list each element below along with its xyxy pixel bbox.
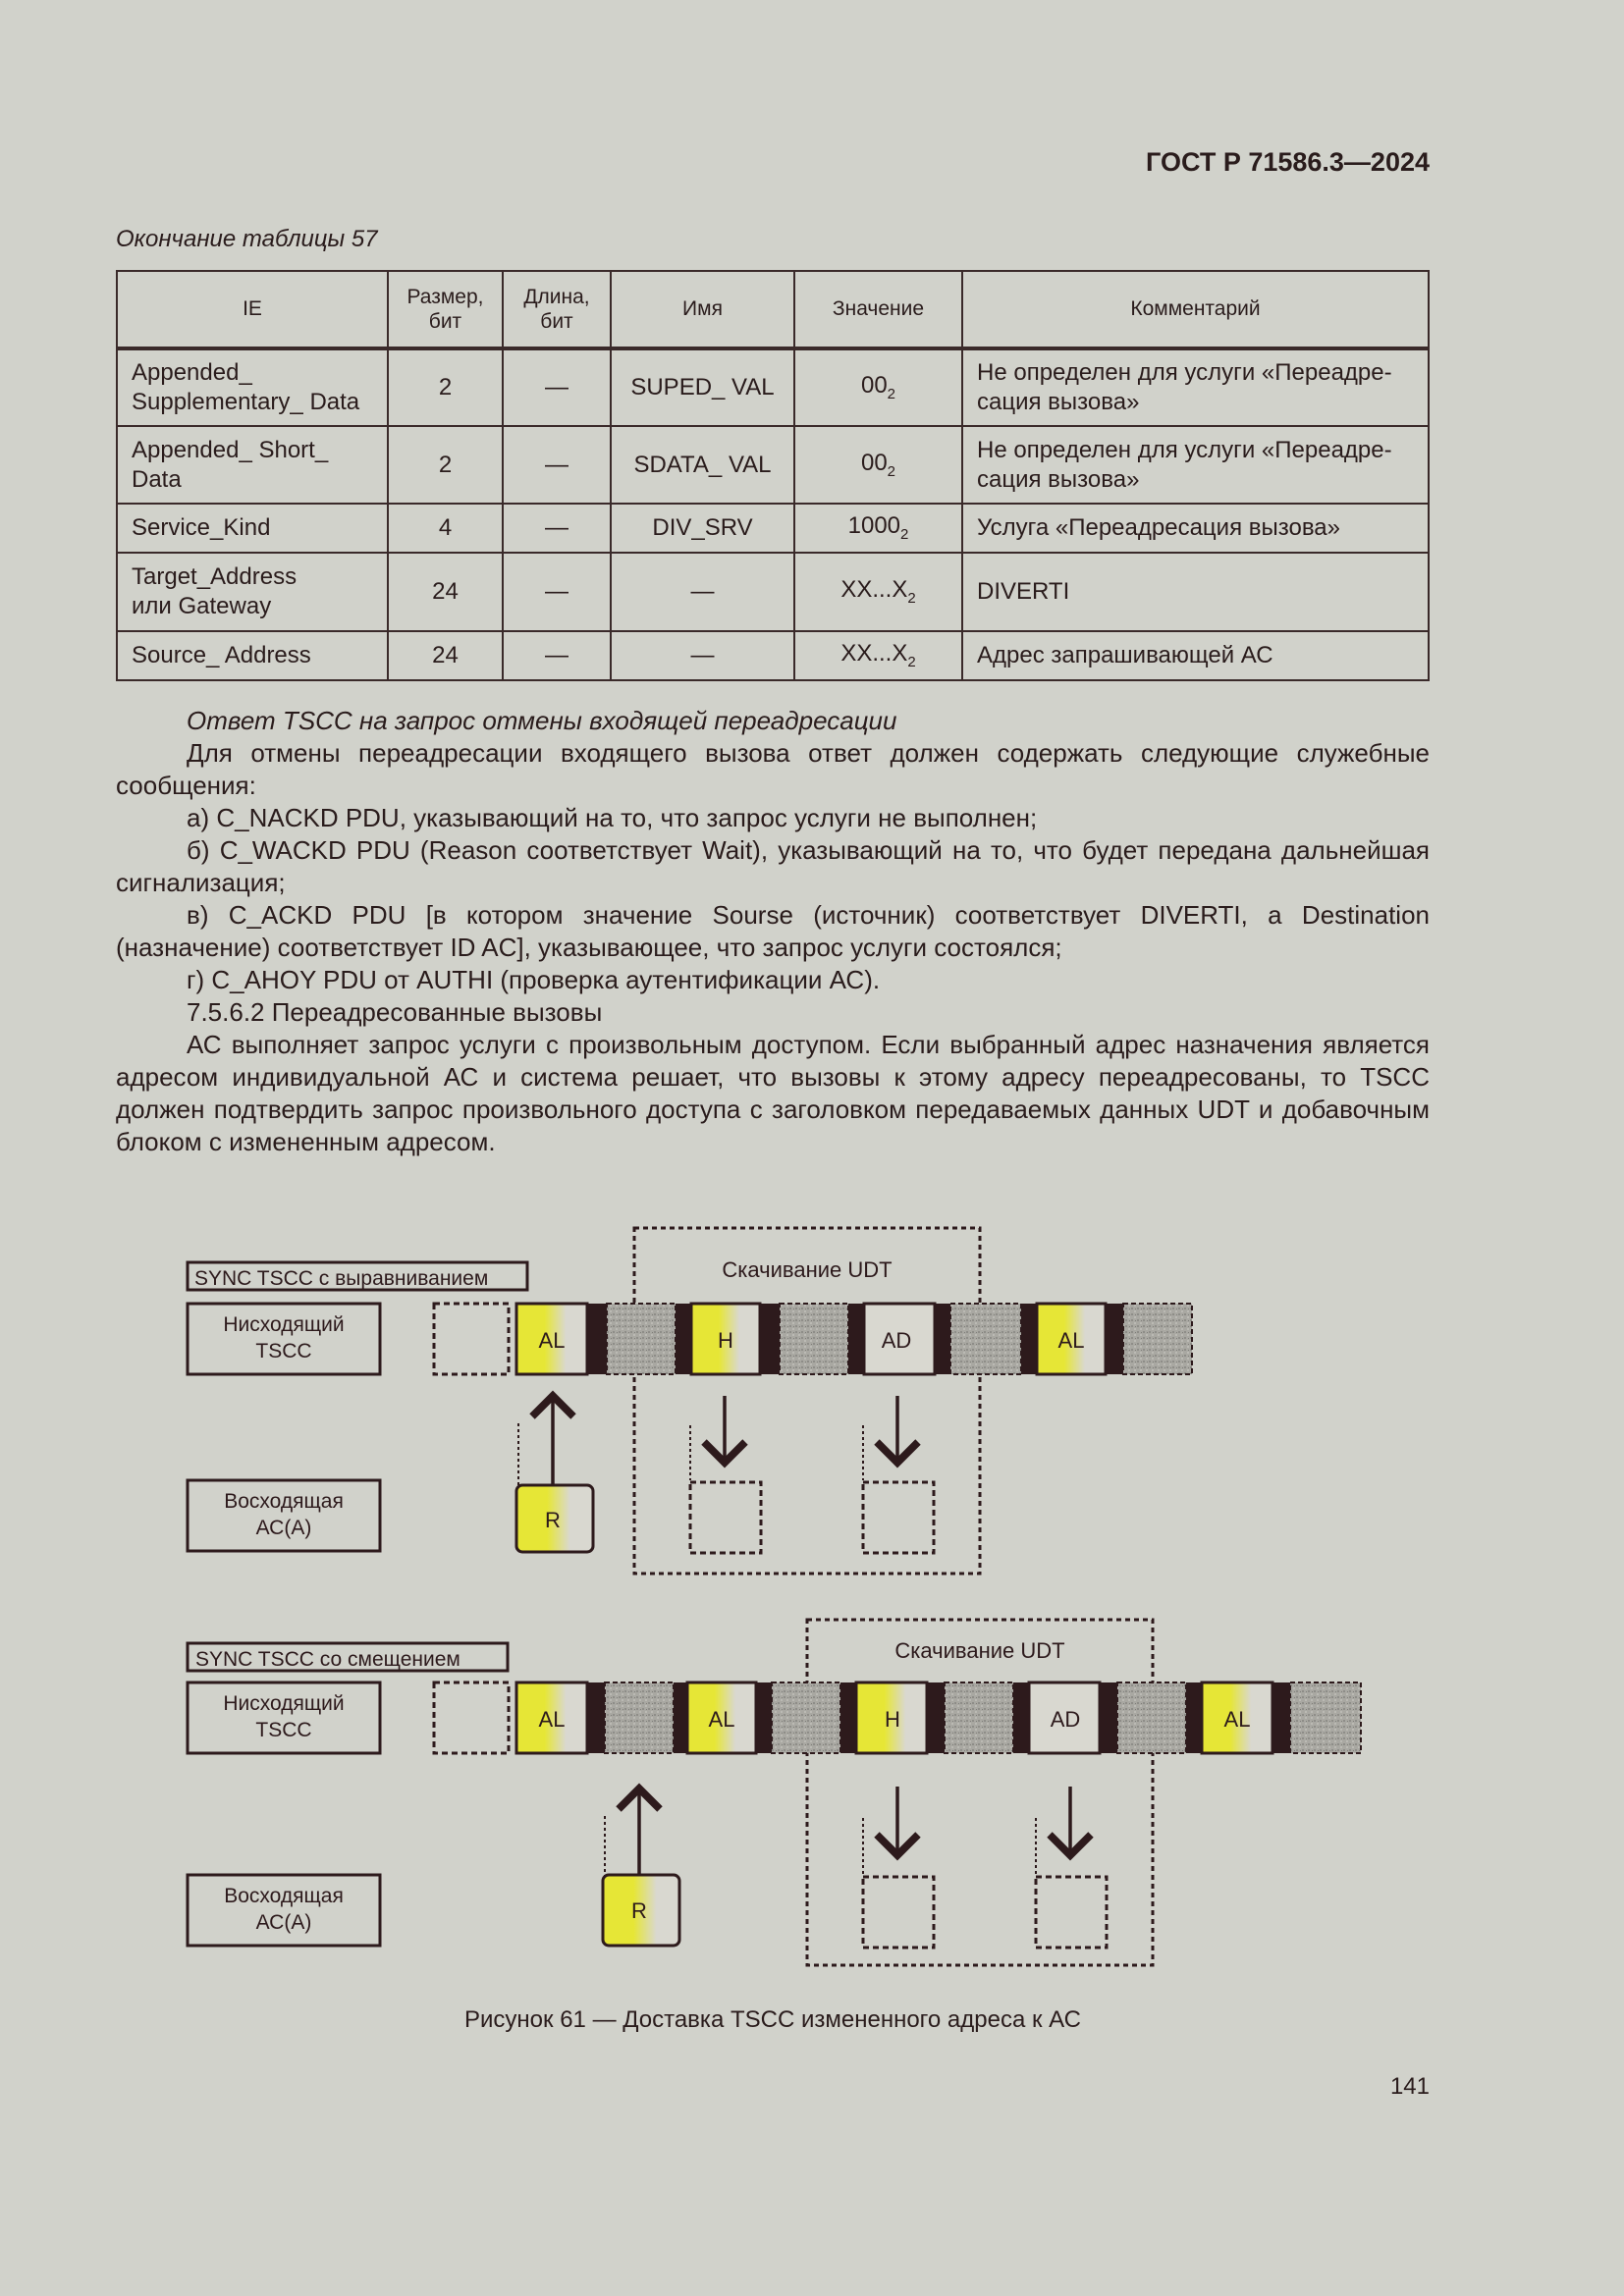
standard-id: ГОСТ Р 71586.3—2024 — [1146, 147, 1430, 177]
diagram-offset — [188, 1620, 1361, 1965]
slot-sep — [935, 1304, 950, 1374]
cell-name: — — [611, 631, 794, 680]
uplink-label: Восходящая АС(А) — [224, 1490, 344, 1539]
burst-block — [607, 1304, 676, 1374]
cell-comment: Услуга «Переадресация вызова» — [962, 504, 1429, 553]
column-header: Значение — [794, 271, 962, 348]
slot-sep — [1021, 1304, 1037, 1374]
slot-sep — [676, 1304, 691, 1374]
burst-block — [1117, 1682, 1186, 1753]
download-udt-label: Скачивание UDT — [894, 1638, 1065, 1663]
table-row — [117, 426, 1429, 504]
uplink-label: Восходящая АС(А) — [224, 1885, 344, 1934]
downlink-label: Нисходящий TSCC — [223, 1313, 345, 1362]
cell-name: SUPED_ VAL — [611, 348, 794, 426]
slot-sep — [756, 1682, 772, 1753]
slot-sep — [1013, 1682, 1029, 1753]
data-table — [116, 270, 1430, 681]
slot-sep — [848, 1304, 864, 1374]
cell-value: $00_2$ — [794, 348, 962, 426]
downlink-label: Нисходящий TSCC — [223, 1692, 345, 1741]
column-header: Размер, бит — [388, 271, 503, 348]
cell-ie: Target_Address или Gateway — [117, 553, 388, 631]
download-udt-frame — [807, 1620, 1153, 1965]
cell-length: — — [503, 553, 611, 631]
buffer-box — [1036, 1877, 1107, 1948]
empty-slot — [434, 1682, 509, 1753]
download-udt-label: Скачивание UDT — [722, 1257, 893, 1282]
slot-label: AL — [538, 1328, 566, 1353]
cell-name: — — [611, 553, 794, 631]
table-row — [117, 553, 1429, 631]
cell-comment: Не определен для услуги «Переадре- сация вызова» — [962, 348, 1429, 426]
slot-sep — [587, 1682, 605, 1753]
slot-label: AL — [708, 1707, 735, 1732]
slot-label: AD — [881, 1328, 912, 1353]
cell-comment: DIVERTI — [962, 553, 1429, 631]
slot-sep — [1186, 1682, 1202, 1753]
cell-ie: Service_Kind — [117, 504, 388, 553]
table-row — [117, 348, 1429, 426]
slot-sep — [927, 1682, 945, 1753]
slot-sep — [840, 1682, 856, 1753]
buffer-box — [863, 1482, 934, 1553]
slot-label: AL — [1223, 1707, 1251, 1732]
table-row — [117, 631, 1429, 680]
slot-label: AL — [1057, 1328, 1085, 1353]
figure-diagram — [0, 1217, 1473, 1983]
cell-length: — — [503, 348, 611, 426]
burst-block — [1290, 1682, 1361, 1753]
list-item: а) C_NACKD PDU, указывающий на то, что запрос услуги не выполнен; — [187, 803, 1038, 832]
burst-block — [945, 1682, 1013, 1753]
list-item: в) C_ACKD PDU [в котором значение Sourse (источник) соответствует DIVERTI, а Destination (назначение) соответствует ID AC], указывающее, что запрос услуги состоялся; — [116, 900, 1430, 962]
burst-block — [1123, 1304, 1192, 1374]
column-header: Длина, бит — [503, 271, 611, 348]
cell-ie: Source_ Address — [117, 631, 388, 680]
burst-block — [605, 1682, 674, 1753]
cell-value: $XX...X_2$ — [794, 631, 962, 680]
cell-value: $1000_2$ — [794, 504, 962, 553]
slot-sep — [587, 1304, 607, 1374]
cell-length: — — [503, 426, 611, 504]
paragraph: Для отмены переадресации входящего вызова ответ должен содержать следующие служебные сообщения: — [116, 738, 1430, 800]
diagram-aligned — [188, 1228, 1192, 1574]
slot-label: H — [718, 1328, 733, 1353]
slot-label: H — [885, 1707, 900, 1732]
column-header: Комментарий — [962, 271, 1429, 348]
cell-value: $00_2$ — [794, 426, 962, 504]
body-text — [116, 705, 1430, 1158]
response-label: R — [631, 1898, 647, 1923]
table-caption: Окончание таблицы 57 — [116, 226, 378, 252]
list-item: г) C_AHOY PDU от AUTHI (проверка аутентификации АС). — [187, 965, 881, 994]
cell-size: 2 — [388, 426, 503, 504]
title-label: SYNC TSCC со смещением — [195, 1648, 460, 1671]
cell-length: — — [503, 631, 611, 680]
slot-label: AD — [1050, 1707, 1081, 1732]
cell-size: 24 — [388, 631, 503, 680]
buffer-box — [690, 1482, 761, 1553]
slot-sep — [674, 1682, 687, 1753]
empty-slot — [434, 1304, 509, 1374]
slot-sep — [1272, 1682, 1290, 1753]
section-heading: 7.5.6.2 Переадресованные вызовы — [187, 997, 603, 1027]
column-header: Имя — [611, 271, 794, 348]
cell-size: 24 — [388, 553, 503, 631]
cell-length: — — [503, 504, 611, 553]
table-header-row — [117, 271, 1429, 348]
cell-name: DIV_SRV — [611, 504, 794, 553]
cell-ie: Appended_ Supplementary_ Data — [117, 348, 388, 426]
burst-block — [772, 1682, 840, 1753]
column-header: IE — [117, 271, 388, 348]
cell-comment: Не определен для услуги «Переадре- сация вызова» — [962, 426, 1429, 504]
slot-label: AL — [538, 1707, 566, 1732]
slot-sep — [1106, 1304, 1123, 1374]
paragraph: АС выполняет запрос услуги с произвольным доступом. Если выбранный адрес назначения является адресом индивидуальной АС и система решает, что вызовы к этому адресу переадресованы, то TSCC должен подтвердить запрос произвольного доступа с заголовком передаваемых данных UDT и добавочным блоком с измененным адресом. — [116, 1030, 1430, 1156]
title-label: SYNC TSCC с выравниванием — [194, 1267, 489, 1290]
response-label: R — [545, 1508, 561, 1532]
figure-caption: Рисунок 61 — Доставка TSCC измененного адреса к АС — [464, 2006, 1081, 2033]
slot-sep — [1100, 1682, 1117, 1753]
burst-block — [780, 1304, 848, 1374]
slot-sep — [760, 1304, 780, 1374]
buffer-box — [863, 1877, 934, 1948]
cell-comment: Адрес запрашивающей АС — [962, 631, 1429, 680]
cell-size: 2 — [388, 348, 503, 426]
cell-size: 4 — [388, 504, 503, 553]
page-number: 141 — [1389, 2073, 1430, 2100]
table-row — [117, 504, 1429, 553]
list-item: б) C_WACKD PDU (Reason соответствует Wait), указывающий на то, что будет передана дальнейшая сигнализация; — [116, 835, 1430, 897]
cell-ie: Appended_ Short_ Data — [117, 426, 388, 504]
cell-value: $XX...X_2$ — [794, 553, 962, 631]
cell-name: SDATA_ VAL — [611, 426, 794, 504]
burst-block — [950, 1304, 1021, 1374]
subheading: Ответ TSCC на запрос отмены входящей переадресации — [187, 706, 897, 735]
